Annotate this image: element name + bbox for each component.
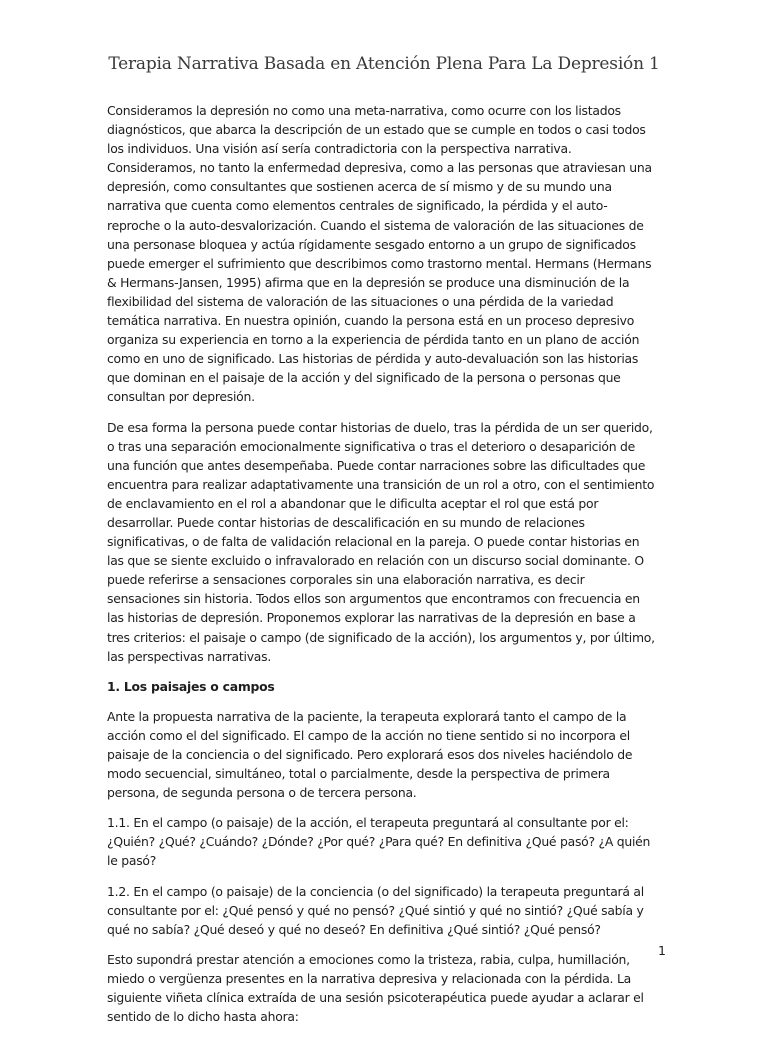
paragraph: Consideramos la depresión no como una meta-narrativa, como ocurre con los listados diagnósticos, que abarca la descripción de un estado que se cumple en todos o casi todos los individuos. Una visión así sería contradictoria con la perspectiva narrativa. Consideramos, no tanto la enfermedad depresiva, como a las personas que atraviesan una depresión, como consultantes que sostienen acerca de sí mismo y de su mundo una narrativa que cuenta como elementos centrales de significado, la pérdida y el auto-reproche o la auto-desvalorización. Cuando el sistema de valoración de las situaciones de una personase bloquea y actúa rígidamente sesgado entorno a un grupo de significados puede emerger el sufrimiento que describimos como trastorno mental. Hermans (Hermans & Hermans-Jansen, 1995) afirma que en la depresión se produce una disminución de la flexibilidad del sistema de valoración de las situaciones o una pérdida de la variedad temática narrativa. En nuestra opinión, cuando la persona está en un proceso depresivo organiza su experiencia en torno a la experiencia de pérdida tanto en un plano de acción como en uno de significado. Las historias de pérdida y auto-devaluación son las historias que dominan en el paisaje de la acción y del significado de la persona o personas que consultan por depresión. <box>107 103 652 405</box>
document-body <box>107 101 658 1037</box>
paragraph: Esto supondrá prestar atención a emociones como la tristeza, rabia, culpa, humillación, miedo o vergüenza presentes en la narrativa depresiva y relacionada con la pérdida. La siguiente viñeta clínica extraída de una sesión psicoterapéutica puede ayudar a aclarar el sentido de lo dicho hasta ahora: <box>107 951 644 1025</box>
paragraph: 1.1. En el campo (o paisaje) de la acción, el terapeuta preguntará al consultante por el: ¿Quién? ¿Qué? ¿Cuándo? ¿Dónde? ¿Por qué? ¿Para qué? En definitiva ¿Qué pasó? ¿A quién le pasó? <box>107 815 651 869</box>
page-number: 1 <box>658 943 666 958</box>
paragraph: Ante la propuesta narrativa de la paciente, la terapeuta explorará tanto el campo de la acción como el del significado. El campo de la acción no tiene sentido si no incorpora el paisaje de la conciencia o del significado. Pero explorará esos dos niveles haciéndolo de modo secuencial, simultáneo, total o parcialmente, desde la perspectiva de primera persona, de segunda persona o de tercera persona. <box>107 708 633 801</box>
running-header: Terapia Narrativa Basada en Atención Plena Para La Depresión 1 <box>108 54 660 74</box>
paragraph: De esa forma la persona puede contar historias de duelo, tras la pérdida de un ser querido, o tras una separación emocionalmente significativa o tras el deterioro o desaparición de una función que antes desempeñaba. Puede contar narraciones sobre las dificultades que encuentra para realizar adaptativamente una transición de un rol a otro, con el sentimiento de enclavamiento en el rol a abandonar que le dificulta aceptar el rol que está por desarrollar. Puede contar historias de descalificación en su mundo de relaciones significativas, o de falta de validación relacional en la pareja. O puede contar historias en las que se siente excluido o infravalorado en relación con un discurso social dominante. O puede referirse a sensaciones corporales sin una elaboración narrativa, es decir sensaciones sin historia. Todos ellos son argumentos que encontramos con frecuencia en las historias de depresión. Proponemos explorar las narrativas de la depresión en base a tres criterios: el paisaje o campo (de significado de la acción), los argumentos y, por último, las perspectivas narrativas. <box>107 419 655 664</box>
section-heading: 1. Los paisajes o campos <box>107 678 275 694</box>
paragraph: 1.2. En el campo (o paisaje) de la conciencia (o del significado) la terapeuta preguntará al consultante por el: ¿Qué pensó y qué no pensó? ¿Qué sintió y qué no sintió? ¿Qué sabía y qué no sabía? ¿Qué deseó y qué no deseó? En definitiva ¿Qué sintió? ¿Qué pensó? <box>107 883 644 937</box>
